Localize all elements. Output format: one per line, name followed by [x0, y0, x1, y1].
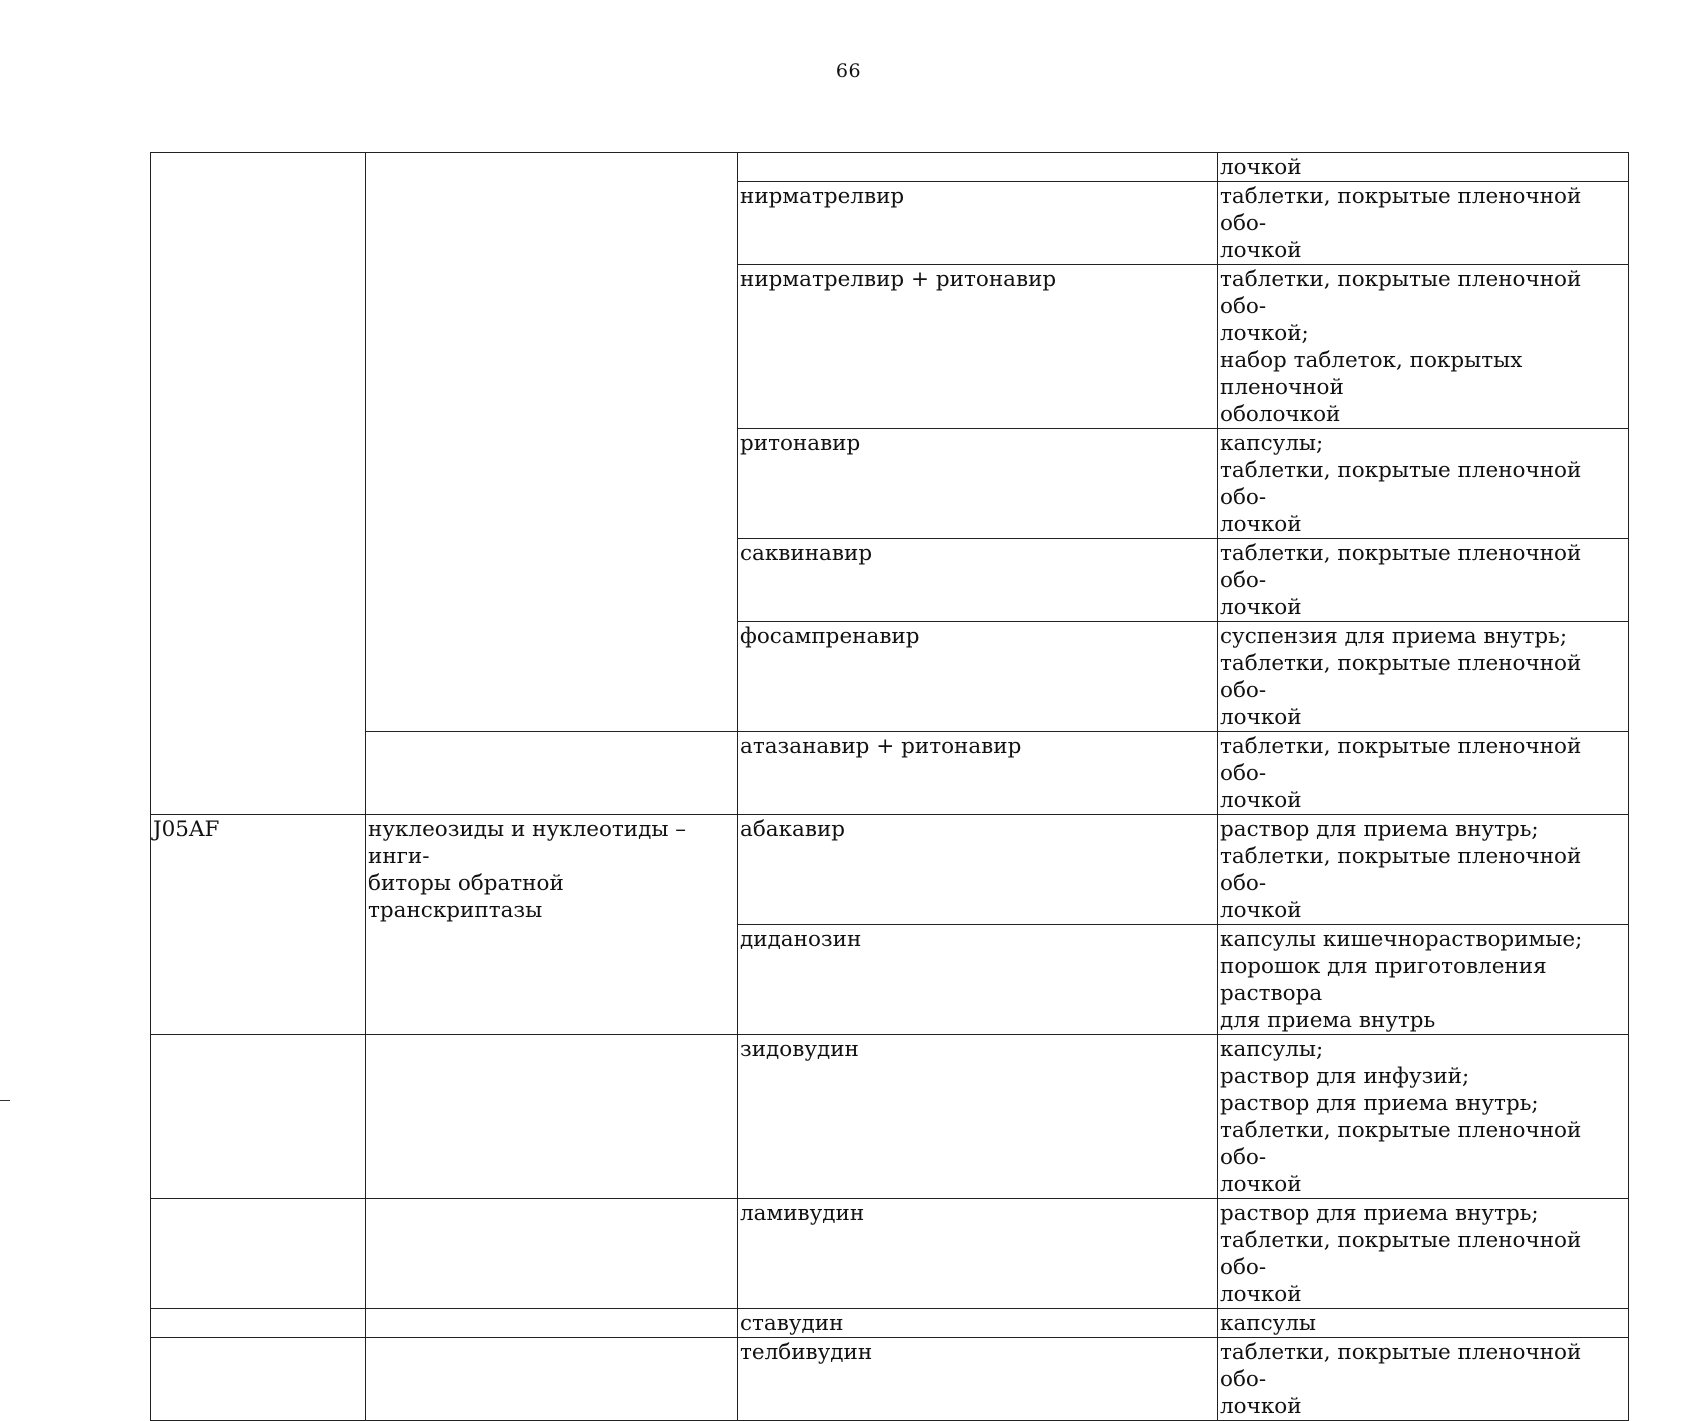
- dosage-form-cell: капсулы: [1218, 1309, 1629, 1338]
- group-name-cell: [366, 1338, 738, 1421]
- group-name-cell: нуклеозиды и нуклеотиды – инги- биторы обратной транскриптазы: [366, 815, 738, 1035]
- drug-name-cell: ритонавир: [738, 429, 1218, 539]
- drug-name-cell: диданозин: [738, 925, 1218, 1035]
- table-row: [151, 732, 1629, 815]
- group-name-cell: [366, 1309, 738, 1338]
- dosage-form-cell: капсулы; раствор для инфузий; раствор для приема внутрь; таблетки, покрытые пленочной обо- лочкой: [1218, 1035, 1629, 1199]
- drug-name-cell: ставудин: [738, 1309, 1218, 1338]
- dosage-form-cell: суспензия для приема внутрь; таблетки, покрытые пленочной обо- лочкой: [1218, 622, 1629, 732]
- dosage-form-cell: таблетки, покрытые пленочной обо- лочкой; набор таблеток, покрытых пленочной оболочкой: [1218, 265, 1629, 429]
- drug-name-cell: фосампренавир: [738, 622, 1218, 732]
- atc-code-cell: [151, 1309, 366, 1338]
- drug-name-cell: [738, 153, 1218, 182]
- dosage-form-cell: таблетки, покрытые пленочной обо- лочкой: [1218, 539, 1629, 622]
- drug-name-cell: атазанавир + ритонавир: [738, 732, 1218, 815]
- atc-code-cell: [151, 153, 366, 815]
- dosage-form-cell: таблетки, покрытые пленочной обо- лочкой: [1218, 732, 1629, 815]
- atc-code-cell: J05AF: [151, 815, 366, 1035]
- table-row: [151, 153, 1629, 182]
- drug-name-cell: зидовудин: [738, 1035, 1218, 1199]
- page-number: 66: [835, 60, 862, 82]
- atc-code-cell: [151, 1199, 366, 1309]
- table-row: [151, 1199, 1629, 1309]
- dosage-form-cell: раствор для приема внутрь; таблетки, покрытые пленочной обо- лочкой: [1218, 1199, 1629, 1309]
- atc-code-cell: [151, 1035, 366, 1199]
- drug-name-cell: ламивудин: [738, 1199, 1218, 1309]
- table-row: [151, 1338, 1629, 1421]
- table-row: [151, 1035, 1629, 1199]
- drug-name-cell: нирматрелвир: [738, 182, 1218, 265]
- group-name-cell: [366, 1035, 738, 1199]
- dosage-form-cell: капсулы; таблетки, покрытые пленочной обо- лочкой: [1218, 429, 1629, 539]
- drug-table: [150, 152, 1629, 1421]
- drug-name-cell: телбивудин: [738, 1338, 1218, 1421]
- group-name-cell: [366, 153, 738, 732]
- drug-name-cell: нирматрелвир + ритонавир: [738, 265, 1218, 429]
- table-row: [151, 1309, 1629, 1338]
- dosage-form-cell: таблетки, покрытые пленочной обо- лочкой: [1218, 182, 1629, 265]
- dosage-form-cell: таблетки, покрытые пленочной обо- лочкой: [1218, 1338, 1629, 1421]
- group-name-cell: [366, 732, 738, 815]
- table-row: [151, 815, 1629, 925]
- drug-name-cell: абакавир: [738, 815, 1218, 925]
- margin-mark: [0, 1100, 10, 1101]
- dosage-form-cell: раствор для приема внутрь; таблетки, покрытые пленочной обо- лочкой: [1218, 815, 1629, 925]
- drug-name-cell: саквинавир: [738, 539, 1218, 622]
- dosage-form-cell: капсулы кишечнорастворимые; порошок для приготовления раствора для приема внутрь: [1218, 925, 1629, 1035]
- atc-code-cell: [151, 1338, 366, 1421]
- group-name-cell: [366, 1199, 738, 1309]
- dosage-form-cell: лочкой: [1218, 153, 1629, 182]
